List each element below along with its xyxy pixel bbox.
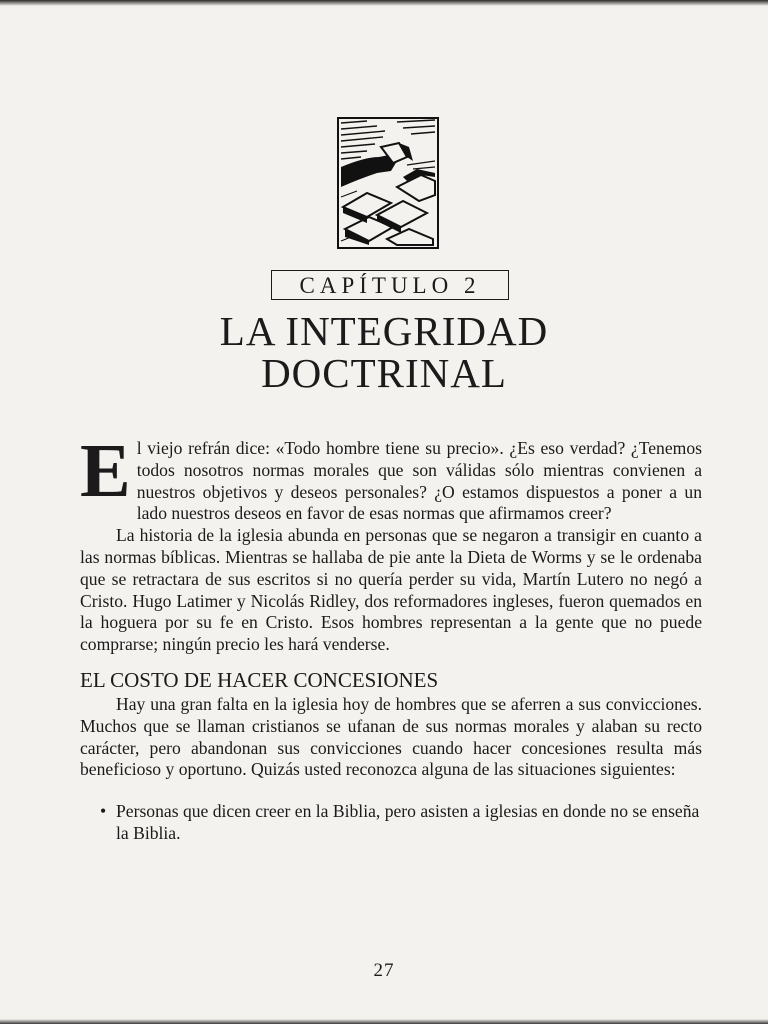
section-paragraph: Hay una gran falta en la iglesia hoy de hombres que se aferren a sus convicciones. Muchos que se llaman cristianos se ufanan de sus normas morales y alaban su recto carácter, pero abandonan sus convicciones cuando hacer concesiones resulta más beneficioso y oportuno. Quizás usted reconozca alguna de las situaciones siguientes: — [80, 693, 702, 780]
bullet-mark: • — [100, 801, 107, 822]
page-edge-bottom — [0, 1019, 768, 1024]
page-edge-top — [0, 0, 768, 6]
chapter-label: CAPÍTULO 2 — [299, 272, 481, 298]
page-number: 27 — [373, 960, 395, 981]
bullet-list — [80, 801, 702, 845]
chapter-title-line2: DOCTRINAL — [261, 350, 507, 396]
body-text — [80, 429, 702, 845]
list-item — [80, 801, 702, 845]
intro-paragraph-2: La historia de la iglesia abunda en personas que se negaron a transigir en cuanto a las normas bíblicas. Mientras se hallaba de pie ante la Dieta de Worms y se le ordenaba que se retractara de sus escritos si no quería perder su vida, Martín Lutero no negó a Cristo. Hugo Latimer y Nicolás Ridley, dos reformadores ingleses, fueron quemados en la hoguera por su fe en Cristo. Esos hombres representan a la gente que no puede comprarse; ningún precio les hará venderse. — [80, 525, 702, 655]
chapter-title-line1: LA INTEGRIDAD — [219, 308, 549, 354]
intro-paragraph-1 — [80, 429, 702, 525]
drop-cap: E — [80, 429, 131, 513]
section-heading: EL COSTO DE HACER CONCESIONES — [80, 667, 439, 692]
chapter-title — [0, 310, 768, 394]
chapter-emblem-woodcut — [337, 117, 439, 249]
chapter-label-box — [271, 270, 509, 300]
intro-paragraph-1-text: l viejo refrán dice: «Todo hombre tiene su precio». ¿Es eso verdad? ¿Tenemos todos nosotros normas morales que son válidas sólo mientras convienen a nuestros objetivos y deseos personales? ¿O estamos dispuestos a poner a un lado nuestros deseos en favor de esas normas que afirmamos creer? — [136, 438, 702, 524]
bullet-text: Personas que dicen creer en la Biblia, pero asisten a iglesias en donde no se enseña la Biblia. — [116, 801, 700, 843]
